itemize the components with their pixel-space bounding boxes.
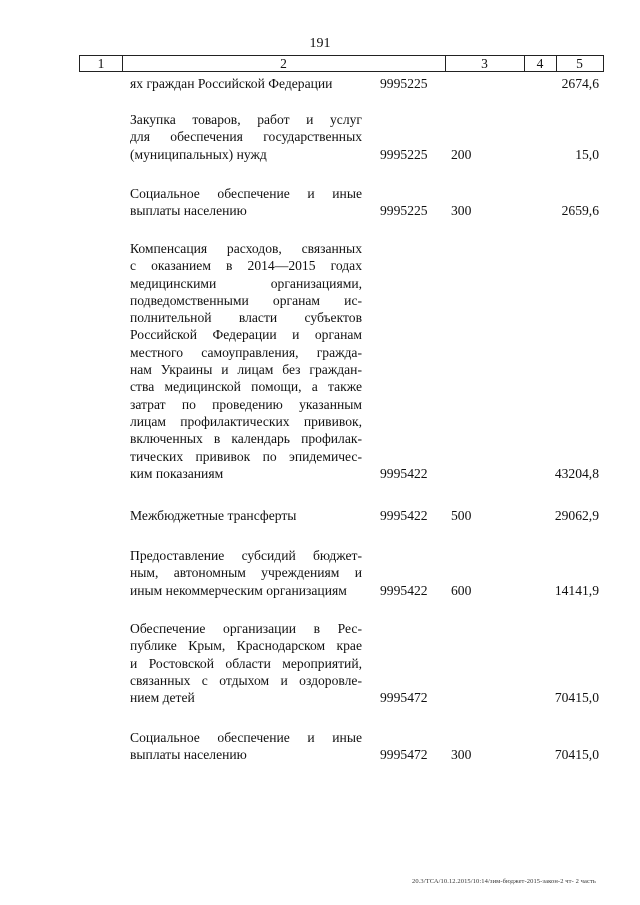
row-description (130, 547, 362, 599)
row-amount: 14141,9 (554, 582, 599, 598)
document-footer: 20.3/ТСА/10.12.2015/10:14/зим-бюджет-2015-закон-2 чт- 2 часть (411, 878, 596, 885)
description-line: лицам профилактических прививок, (130, 413, 362, 429)
header-col-3: 3 (481, 56, 488, 71)
row-type: 500 (451, 508, 472, 523)
description-line: ства медицинской помощи, а также (130, 379, 362, 395)
description-line: Социальное обеспечение и иные (130, 186, 362, 201)
description-line: ях граждан Российской Федерации (130, 76, 333, 91)
row-code: 9995225 (380, 76, 428, 91)
header-col-5: 5 (576, 56, 583, 71)
description-line: медицинскими организациями, (130, 275, 362, 291)
row-description (130, 620, 362, 706)
row-type: 600 (451, 582, 472, 598)
row-description (130, 507, 362, 524)
row-amount: 70415,0 (554, 747, 599, 763)
description-line: Компенсация расходов, связанных (130, 241, 362, 256)
description-line: иным некоммерческим организациям (130, 582, 347, 598)
row-code: 9995422 (380, 465, 428, 481)
row-type: 300 (451, 203, 472, 219)
row-type: 300 (451, 747, 472, 763)
description-line: для обеспечения государственных (130, 129, 362, 145)
description-line: ким показаниям (130, 465, 224, 481)
header-col-2: 2 (280, 56, 287, 71)
row-description (130, 729, 362, 764)
description-line: связанных с отдыхом и оздоровле- (130, 672, 362, 688)
description-line: и Ростовской области мероприятий, (130, 655, 362, 671)
description-line: Обеспечение организации в Рес- (130, 621, 362, 636)
description-line: тических прививок по эпидемичес- (130, 448, 362, 464)
table-header (79, 55, 604, 72)
row-amount: 29062,9 (554, 508, 599, 523)
description-line: затрат по проведению указанным (130, 396, 362, 412)
description-line: Социальное обеспечение и иные (130, 730, 362, 745)
description-line: (муниципальных) нужд (130, 146, 267, 162)
row-code: 9995422 (380, 508, 428, 523)
row-amount: 43204,8 (554, 465, 599, 481)
row-amount: 2674,6 (561, 76, 599, 91)
description-line: выплаты населению (130, 747, 247, 763)
row-code: 9995472 (380, 690, 428, 706)
row-amount: 2659,6 (561, 203, 599, 219)
description-line: Российской Федерации и органам (130, 327, 362, 343)
row-code: 9995472 (380, 747, 428, 763)
description-line: нам Украины и лицам без граждан- (130, 362, 362, 378)
row-amount: 70415,0 (554, 690, 599, 706)
row-type: 200 (451, 146, 472, 162)
description-line: ным, автономным учреждениям и (130, 565, 362, 581)
header-col-1: 1 (97, 56, 105, 71)
description-line: включенных в календарь профилак- (130, 431, 362, 447)
row-description (130, 111, 362, 163)
description-line: выплаты населению (130, 203, 247, 219)
description-line: Закупка товаров, работ и услуг (130, 112, 362, 127)
row-code: 9995422 (380, 582, 428, 598)
row-description (130, 185, 362, 220)
row-code: 9995225 (380, 146, 428, 162)
description-line: Межбюджетные трансферты (130, 508, 297, 523)
description-line: нием детей (130, 690, 195, 706)
description-line: местного самоуправления, гражда- (130, 344, 362, 360)
row-description (130, 240, 362, 482)
page-number: 191 (309, 36, 331, 51)
header-col-4: 4 (536, 56, 544, 71)
row-amount: 15,0 (575, 146, 599, 162)
description-line: с оказанием в 2014—2015 годах (130, 258, 362, 274)
row-code: 9995225 (380, 203, 428, 219)
description-line: подведомственными органам ис- (130, 292, 362, 308)
row-description (130, 75, 362, 92)
description-line: полнительной власти субъектов (130, 310, 362, 326)
description-line: Предоставление субсидий бюджет- (130, 548, 362, 563)
description-line: публике Крым, Краснодарском крае (130, 638, 362, 654)
